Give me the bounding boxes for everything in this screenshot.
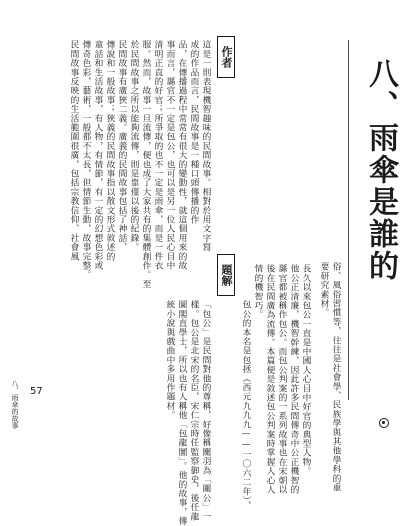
text-column: 童話和生活故事，有人物，有情節，有一定的幻想色彩或 [93,40,103,270]
text-column: 長久以來包公一直是中國人心目中好官的典型人物。 [301,264,311,476]
text-column: 後在民間廣為流傳。本篇便是敘述包公判案時掌握人心人 [265,264,275,494]
text-column: 這是一則表現機智趣味的民間故事。相對於用文字寫 [201,40,211,252]
page-title: 八、雨傘是誰的 [363,58,398,282]
text-column: 服。然而，故事一旦流傳，便也成了大家共有的集體創作。至 [141,40,151,289]
text-column: 情的機智巧。 [253,264,263,320]
page-number: 57 [30,386,43,397]
text-column: 品，在傳播過程中常常有很大的變動性，就這個用來的故 [177,40,187,270]
text-column: 民間故事有廣狹二義。廣義的民間故事包括了神話、 [117,40,127,252]
text-column: 圖閣直學士，所以也有人稱他「包龍圖」。他的故事，傳 [177,300,187,526]
text-column: 「包公」是民間對他的尊稱，好像稱關羽為「關公」一 [201,300,211,521]
text-column: 俗、風俗習慣等，往往是社會學、民族學與其他學科的重 [331,262,341,492]
text-column: 樣。包公是北宋的名臣，宋仁宗時任監察御史，後任龍 [189,300,199,521]
analysis-heading: 題解 [217,254,235,296]
text-column: 縣官都被稱作包公。而包公判案的一系列故事也在宋朝以 [277,264,287,494]
text-column: 傳說和一般故事；狹義的民間故事指以散文形式敘述的 [105,40,115,261]
text-column: 民間故事反映的生活範圍很廣，包括宗教信仰、社會風 [69,40,79,261]
text-column: 成的作品而言，民間故事是一種口頭傳播的作 [189,40,199,224]
text-column: 傳奇色彩，藝術，一般都不太長，但情節生動，故事完整。 [81,40,91,280]
text-column: 要研究素材。 [319,262,329,318]
author-heading: 作者 [217,36,235,78]
title-divider [348,40,349,400]
text-column: 清明正直的好官；所爭取的也不一定是雨傘，而是一件衣 [153,40,163,270]
running-header: 八、雨傘的故事 [11,380,19,429]
text-column: 他公正清廉，機智幹練，因此許多民間傳奇中公正機智的 [289,264,299,494]
text-column: 事而言，縣官不一定是包公，也可以是另一位人民心目中 [165,40,175,270]
text-column: 包公的本名是包拯（西元九九九——一〇六二年）， [241,300,251,510]
text-column: 於民間故事之所以能夠流傳，則是靠僅以後的紀錄。 [129,40,139,252]
text-column: 統小說與戲曲中多用作題材。 [165,300,175,420]
bullet-circle-icon [379,418,389,428]
